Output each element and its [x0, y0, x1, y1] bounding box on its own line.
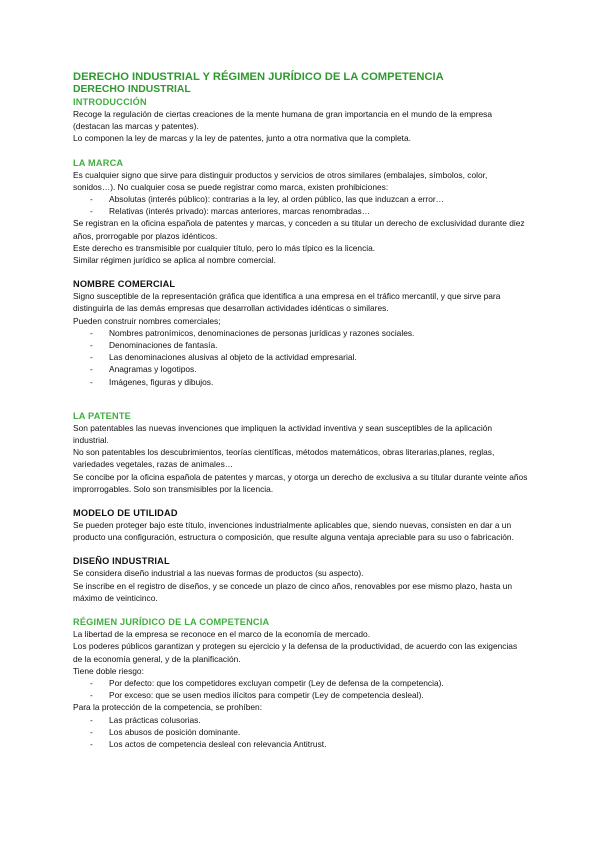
regimen-prohibited-list	[73, 714, 528, 751]
document-title: DERECHO INDUSTRIAL Y RÉGIMEN JURÍDICO DE LA COMPETENCIA	[73, 71, 444, 83]
nombre-heading: NOMBRE COMERCIAL	[73, 279, 176, 290]
list-item: - Anagramas y logotipos.	[73, 363, 528, 375]
intro-heading: INTRODUCCIÓN	[73, 97, 147, 107]
patente-heading: LA PATENTE	[73, 410, 131, 421]
marca-paragraph-4: Similar régimen jurídico se aplica al nombre comercial.	[73, 255, 276, 266]
regimen-paragraph-2: Los poderes públicos garantizan y protegen su ejercicio y la defensa de la productividad, de acuerdo con las exigencias de la economía general, y de la planificación.	[73, 641, 518, 664]
document-subtitle: DERECHO INDUSTRIAL	[73, 84, 191, 95]
diseno-paragraph-1: Se considera diseño industrial a las nuevas formas de productos (su aspecto).	[73, 568, 364, 579]
list-item: - Imágenes, figuras y dibujos.	[73, 376, 528, 388]
regimen-heading: RÉGIMEN JURÍDICO DE LA COMPETENCIA	[73, 617, 270, 628]
list-item: - Por exceso: que se usen medios ilícitos para competir (Ley de competencia desleal).	[73, 689, 528, 701]
list-item: - Relativas (interés privado): marcas anteriores, marcas renombradas…	[73, 205, 528, 217]
list-item: - Por defecto: que los competidores excluyan competir (Ley de defensa de la competencia).	[73, 677, 528, 689]
nombre-paragraph-2: Pueden construir nombres comerciales;	[73, 315, 221, 326]
list-item: - Los abusos de posición dominante.	[73, 726, 528, 738]
intro-paragraph-1: Recoge la regulación de ciertas creaciones de la mente humana de gran importancia en el mundo de la empresa (destacan las marcas y patentes).	[73, 109, 492, 132]
marca-paragraph-2: Se registran en la oficina española de patentes y marcas, y conceden a su titular un derecho de exclusividad durante diez años, prorrogable por plazos idénticos.	[73, 218, 525, 241]
modelo-heading: MODELO DE UTILIDAD	[73, 508, 178, 519]
patente-paragraph-2: No son patentables los descubrimientos, teorías científicas, métodos matemáticos, obras literarias,planes, reglas, variedades vegetales, razas de animales…	[73, 447, 495, 470]
nombre-paragraph-1: Signo susceptible de la representación gráfica que identifica a una empresa en el tráfico mercantil, y que sirve para distinguirla de las demás empresas que desarrollan actividades idénticas o similares.	[73, 291, 501, 314]
list-item: - Las denominaciones alusivas al objeto de la actividad empresarial.	[73, 351, 528, 363]
marca-paragraph-3: Este derecho es transmisible por cualquier título, pero lo más típico es la licencia.	[73, 242, 376, 253]
intro-paragraph-2: Lo componen la ley de marcas y la ley de patentes, junto a otra normativa que la completa.	[73, 133, 411, 144]
marca-paragraph-1: Es cualquier signo que sirve para distinguir productos y servicios de otros similares (embalajes, símbolos, color, sonidos…). No cualquier cosa se puede registrar como marca, existen prohibiciones:	[73, 169, 488, 192]
regimen-paragraph-4: Para la protección de la competencia, se prohíben:	[73, 702, 263, 713]
regimen-paragraph-1: La libertad de la empresa se reconoce en el marco de la economía de mercado.	[73, 629, 371, 640]
nombre-list	[73, 327, 528, 388]
marca-list	[73, 193, 528, 217]
patente-paragraph-1: Son patentables las nuevas invenciones que impliquen la actividad inventiva y sean susceptibles de la aplicación industrial.	[73, 422, 493, 446]
marca-heading: LA MARCA	[73, 157, 124, 168]
regimen-risk-list	[73, 677, 528, 701]
list-item: - Denominaciones de fantasía.	[73, 339, 528, 351]
diseno-paragraph-2: Se inscribe en el registro de diseños, y se concede un plazo de cinco años, renovables por ese mismo plazo, hasta un máximo de veinticinco.	[73, 580, 513, 603]
list-item: - Nombres patronímicos, denominaciones de personas jurídicas y razones sociales.	[73, 327, 528, 339]
regimen-paragraph-3: Tiene doble riesgo:	[73, 665, 144, 676]
list-item: - Los actos de competencia desleal con relevancia Antitrust.	[73, 738, 528, 750]
modelo-paragraph-1: Se pueden proteger bajo este título, invenciones industrialmente aplicables que, siendo nuevas, consisten en dar a un producto una configuración, estructura o composición, que resulte alguna ventaja apreciable para su uso o fabricación.	[73, 520, 514, 543]
patente-paragraph-3: Se concibe por la oficina española de patentes y marcas, y otorga un derecho de exclusiva a su titular durante veinte años improrrogables. Solo son transmisibles por la licencia.	[73, 471, 528, 494]
list-item: - Absolutas (interés público): contrarias a la ley, al orden público, las que induzcan a error…	[73, 193, 528, 205]
document-page	[73, 70, 528, 750]
list-item: - Las prácticas colusorias.	[73, 714, 528, 726]
diseno-heading: DISEÑO INDUSTRIAL	[73, 556, 170, 567]
